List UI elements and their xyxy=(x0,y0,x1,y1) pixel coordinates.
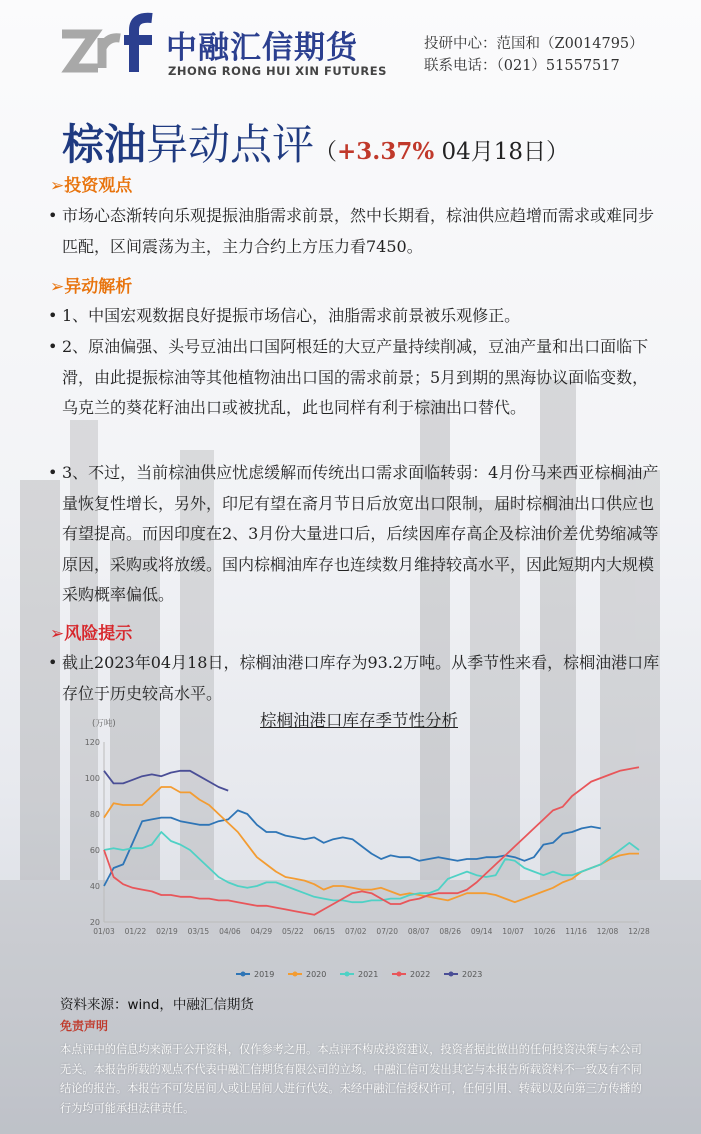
analysis-item-text: 3、不过，当前棕油供应忧虑缓解而传统出口需求面临转弱：4月份马来西亚棕榈油产量恢复性增长，另外，印尼有望在斋月节日后放宽出口限制，届时棕榈油出口供应也有望提高。而因印度在2、3月份大量进口后，后续因库存高企及棕油价差优势缩减等原因，采购或将放缓。国内棕榈油库存也连续数月维持较高水平，因此短期内大规模采购概率偏低。 xyxy=(62,463,659,604)
phone-line: 联系电话：（021）51557517 xyxy=(424,58,620,74)
report-title xyxy=(62,112,569,172)
section-heading-view: ➢投资观点 xyxy=(50,176,133,196)
legend-label: 2023 xyxy=(462,970,483,979)
risk-text: 截止2023年04月18日，棕榈油港口库存为93.2万吨。从季节性来看，棕榈油港口库存位于历史较高水平。 xyxy=(62,653,660,703)
series-line-2021 xyxy=(104,832,639,902)
view-paragraph xyxy=(48,201,664,262)
title-meta xyxy=(314,139,569,165)
section-heading-risk: ➢风险提示 xyxy=(50,624,133,644)
x-tick-label: 10/07 xyxy=(502,927,524,936)
y-axis-unit-label: (万吨) xyxy=(92,719,116,729)
y-tick-label: 40 xyxy=(89,882,100,891)
legend-marker xyxy=(397,972,402,977)
x-tick-label: 09/14 xyxy=(470,927,493,936)
title-open-paren: （ xyxy=(314,139,338,165)
analysis-item-text: 2、原油偏强、头号豆油出口国阿根廷的大豆产量持续削减，豆油产量和出口面临下滑，由此提振棕油等其他植物油出口国的需求前景；5月到期的黑海协议面临变数，乌克兰的葵花籽油出口或被扰乱，此也同样有利于棕油出口替代。 xyxy=(62,337,649,417)
y-tick-label: 20 xyxy=(89,918,100,927)
x-tick-label: 05/22 xyxy=(282,927,304,936)
legend-label: 2021 xyxy=(358,970,379,979)
bullet-icon: • xyxy=(48,306,58,325)
x-tick-label: 10/26 xyxy=(533,927,556,936)
bullet-icon: • xyxy=(48,463,58,482)
title-product: 棕油 xyxy=(62,120,147,169)
x-tick-label: 04/06 xyxy=(219,927,241,936)
x-tick-label: 02/19 xyxy=(156,927,178,936)
title-type: 异动点评 xyxy=(146,120,315,169)
section-heading-analysis: ➢异动解析 xyxy=(50,277,133,297)
analysis-item-text: 1、中国宏观数据良好提振市场信心，油脂需求前景被乐观修正。 xyxy=(62,306,521,325)
x-tick-label: 08/26 xyxy=(439,927,461,936)
y-tick-label: 100 xyxy=(84,774,100,783)
report-date: 04月18日） xyxy=(434,139,570,165)
analysis-item xyxy=(48,332,664,424)
x-tick-label: 01/22 xyxy=(124,927,147,936)
price-change-percent: +3.37% xyxy=(337,138,435,165)
series-line-2019 xyxy=(104,810,601,886)
bullet-icon: • xyxy=(48,337,58,356)
legend-marker xyxy=(345,972,350,977)
x-tick-label: 12/08 xyxy=(596,927,619,936)
y-tick-label: 80 xyxy=(89,810,100,819)
analyst-line: 投研中心：范国和（Z0014795） xyxy=(424,36,644,52)
disclaimer-text: 本点评中的信息均来源于公开资料，仅作参考之用。本点评不构成投资建议，投资者据此做出的任何投资决策与本公司无关。本报告所载的观点不代表中融汇信期货有限公司的立场。中融汇信可发出其它与本报告所载资料不一致及有不同结论的报告。本报告不可发居间人或让居间人进行代发。未经中融汇信授权许可，任何引用、转载以及向第三方传播的行为均可能承担法律责任。 xyxy=(60,1043,642,1115)
bullet-icon: • xyxy=(48,206,58,225)
contact-info xyxy=(424,33,644,77)
legend-label: 2019 xyxy=(254,970,275,979)
disclaimer-title: 免责声明 xyxy=(60,1019,109,1033)
chart-title: 棕榈油港口库存季节性分析 xyxy=(260,711,458,730)
risk-paragraph xyxy=(48,648,664,709)
x-tick-label: 12/28 xyxy=(628,927,650,936)
inventory-seasonal-chart xyxy=(84,712,650,992)
x-tick-label: 11/16 xyxy=(565,927,587,936)
x-tick-label: 01/03 xyxy=(93,927,115,936)
company-name-en: ZHONG RONG HUI XIN FUTURES xyxy=(168,64,387,78)
y-tick-label: 60 xyxy=(89,846,100,855)
x-tick-label: 06/15 xyxy=(313,927,336,936)
legend-label: 2020 xyxy=(306,970,327,979)
y-tick-label: 120 xyxy=(84,738,100,747)
series-line-2020 xyxy=(104,787,639,902)
company-logo-icon xyxy=(60,12,156,80)
legend-marker xyxy=(241,972,246,977)
series-line-2022 xyxy=(104,767,639,915)
bullet-icon: • xyxy=(48,653,58,672)
company-name-cn: 中融汇信期货 xyxy=(166,30,358,66)
data-source: 资料来源：wind，中融汇信期货 xyxy=(60,997,254,1013)
legend-marker xyxy=(293,972,298,977)
x-tick-label: 07/02 xyxy=(344,927,367,936)
legend-marker xyxy=(449,972,454,977)
legend-label: 2022 xyxy=(410,970,431,979)
x-tick-label: 03/15 xyxy=(187,927,210,936)
x-tick-label: 07/20 xyxy=(376,927,399,936)
analysis-item xyxy=(48,301,664,332)
view-text: 市场心态渐转向乐观提振油脂需求前景，然中长期看，棕油供应趋增而需求或难同步匹配，区间震荡为主，主力合约上方压力看7450。 xyxy=(62,206,655,256)
x-tick-label: 04/29 xyxy=(250,927,273,936)
x-tick-label: 08/07 xyxy=(407,927,430,936)
analysis-item xyxy=(48,458,664,611)
